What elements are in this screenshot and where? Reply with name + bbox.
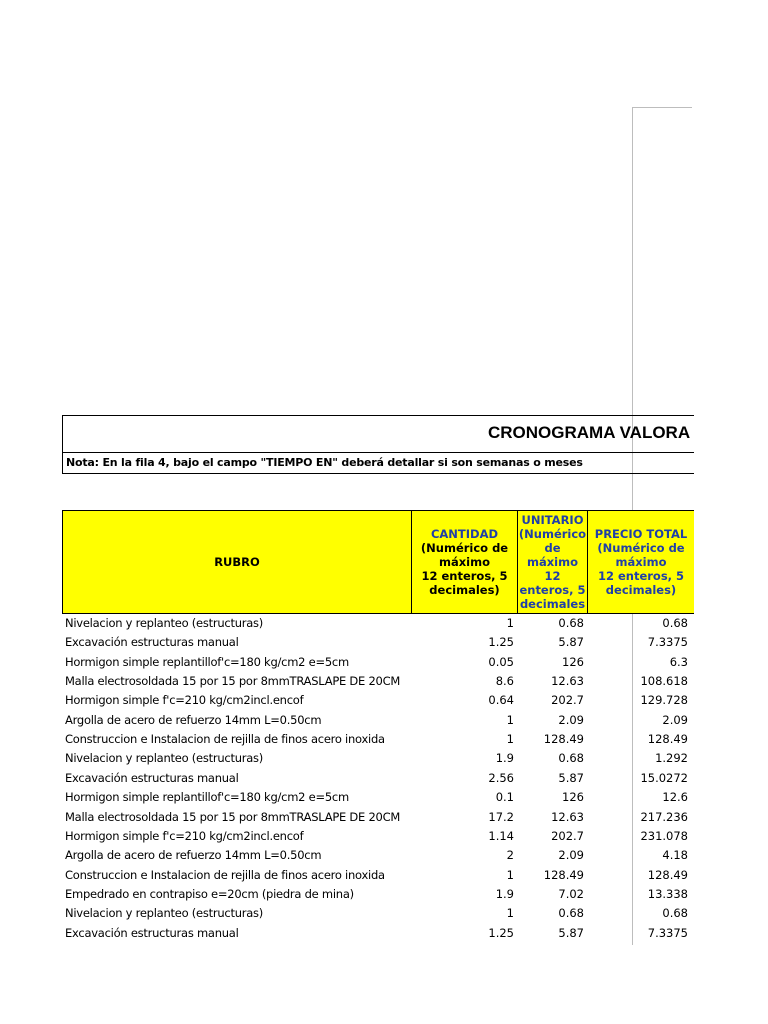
table-row[interactable] bbox=[62, 924, 694, 943]
table-row[interactable] bbox=[62, 788, 694, 807]
cantidad-cell[interactable]: 1.25 bbox=[488, 925, 514, 940]
header-total-label: PRECIO TOTAL bbox=[594, 527, 688, 541]
unitario-cell[interactable]: 7.02 bbox=[558, 886, 584, 901]
rubro-cell[interactable]: Nivelacion y replanteo (estructuras) bbox=[65, 616, 263, 630]
note-text: Nota: En la fila 4, bajo el campo "TIEMPO EN" deberá detallar si son semanas o meses bbox=[66, 456, 583, 469]
table-row[interactable] bbox=[62, 672, 694, 691]
unitario-cell[interactable]: 5.87 bbox=[558, 925, 584, 940]
pane-split-horizontal bbox=[632, 107, 692, 108]
unitario-cell[interactable]: 128.49 bbox=[543, 867, 584, 882]
unitario-cell[interactable]: 5.87 bbox=[558, 770, 584, 785]
rubro-cell[interactable]: Hormigon simple replantillof'c=180 kg/cm2 e=5cm bbox=[65, 790, 349, 805]
cantidad-cell[interactable]: 1 bbox=[506, 712, 514, 727]
total-cell[interactable]: 231.078 bbox=[640, 828, 688, 843]
cantidad-cell[interactable]: 1 bbox=[506, 616, 514, 630]
rubro-cell[interactable]: Hormigon simple f'c=210 kg/cm2incl.encof bbox=[65, 828, 304, 843]
table-row[interactable] bbox=[62, 808, 694, 827]
unitario-cell[interactable]: 12.63 bbox=[551, 674, 584, 689]
cantidad-cell[interactable]: 1.9 bbox=[495, 751, 514, 766]
table-row[interactable] bbox=[62, 866, 694, 885]
unitario-cell[interactable]: 126 bbox=[562, 654, 584, 669]
cantidad-cell[interactable]: 1.14 bbox=[488, 828, 514, 843]
table-row[interactable] bbox=[62, 633, 694, 652]
total-cell[interactable]: 7.3375 bbox=[647, 635, 688, 650]
rubro-cell[interactable]: Argolla de acero de refuerzo 14mm L=0.50cm bbox=[65, 848, 322, 863]
total-cell[interactable]: 128.49 bbox=[647, 867, 688, 882]
cantidad-cell[interactable]: 2 bbox=[506, 848, 514, 863]
rubro-cell[interactable]: Excavación estructuras manual bbox=[65, 770, 239, 785]
rubro-cell[interactable]: Hormigon simple replantillof'c=180 kg/cm2 e=5cm bbox=[65, 654, 349, 669]
unitario-cell[interactable]: 128.49 bbox=[543, 732, 584, 747]
unitario-cell[interactable]: 0.68 bbox=[558, 751, 584, 766]
header-cantidad-label: CANTIDAD bbox=[430, 527, 499, 541]
note-bar bbox=[62, 453, 694, 474]
rubro-cell[interactable]: Argolla de acero de refuerzo 14mm L=0.50cm bbox=[65, 712, 322, 727]
table-row[interactable] bbox=[62, 749, 694, 768]
page-title: CRONOGRAMA VALORA bbox=[488, 423, 691, 442]
total-cell[interactable]: 4.18 bbox=[662, 848, 688, 863]
table-row[interactable] bbox=[62, 691, 694, 710]
total-cell[interactable]: 2.09 bbox=[662, 712, 688, 727]
cantidad-cell[interactable]: 1 bbox=[506, 732, 514, 747]
rubro-cell[interactable]: Nivelacion y replanteo (estructuras) bbox=[65, 906, 263, 921]
total-cell[interactable]: 13.338 bbox=[647, 886, 688, 901]
table-row[interactable] bbox=[62, 711, 694, 730]
table-row[interactable] bbox=[62, 827, 694, 846]
total-cell[interactable]: 7.3375 bbox=[647, 925, 688, 940]
unitario-cell[interactable]: 126 bbox=[562, 790, 584, 805]
cantidad-cell[interactable]: 0.05 bbox=[488, 654, 514, 669]
cantidad-cell[interactable]: 2.56 bbox=[488, 770, 514, 785]
rubro-cell[interactable]: Hormigon simple f'c=210 kg/cm2incl.encof bbox=[65, 693, 304, 708]
total-cell[interactable]: 0.68 bbox=[662, 906, 688, 921]
cantidad-cell[interactable]: 1.9 bbox=[495, 886, 514, 901]
rubro-cell[interactable]: Empedrado en contrapiso e=20cm (piedra de mina) bbox=[65, 886, 354, 901]
unitario-cell[interactable]: 0.68 bbox=[558, 906, 584, 921]
table-row[interactable] bbox=[62, 846, 694, 865]
unitario-cell[interactable]: 2.09 bbox=[558, 712, 584, 727]
table-row[interactable] bbox=[62, 614, 694, 633]
cantidad-cell[interactable]: 0.64 bbox=[488, 693, 514, 708]
total-cell[interactable]: 108.618 bbox=[640, 674, 688, 689]
unitario-cell[interactable]: 202.7 bbox=[551, 828, 584, 843]
table-header bbox=[62, 510, 694, 614]
rubro-cell[interactable]: Construccion e Instalacion de rejilla de finos acero inoxida bbox=[65, 732, 385, 747]
total-cell[interactable]: 6.3 bbox=[669, 654, 688, 669]
total-cell[interactable]: 15.0272 bbox=[640, 770, 688, 785]
cantidad-cell[interactable]: 1 bbox=[506, 906, 514, 921]
unitario-cell[interactable]: 2.09 bbox=[558, 848, 584, 863]
cantidad-cell[interactable]: 0.1 bbox=[495, 790, 514, 805]
header-unitario[interactable]: UNITARIO (Numérico de máximo 12 enteros, 5 decimales bbox=[518, 513, 587, 611]
total-cell[interactable]: 12.6 bbox=[662, 790, 688, 805]
table-row[interactable] bbox=[62, 653, 694, 672]
total-cell[interactable]: 1.292 bbox=[655, 751, 688, 766]
header-rubro[interactable]: RUBRO bbox=[214, 555, 260, 569]
unitario-cell[interactable]: 5.87 bbox=[558, 635, 584, 650]
rubro-cell[interactable]: Excavación estructuras manual bbox=[65, 635, 239, 650]
header-cantidad-sub: (Numérico de máximo 12 enteros, 5 decimales) bbox=[420, 541, 509, 597]
header-total-sub: (Numérico de máximo 12 enteros, 5 decimales) bbox=[597, 541, 685, 597]
table-row[interactable] bbox=[62, 730, 694, 749]
rubro-cell[interactable]: Nivelacion y replanteo (estructuras) bbox=[65, 751, 263, 766]
rubro-cell[interactable]: Construccion e Instalacion de rejilla de finos acero inoxida bbox=[65, 867, 385, 882]
total-cell[interactable]: 217.236 bbox=[640, 809, 688, 824]
title-bar bbox=[62, 415, 694, 453]
rubro-cell[interactable]: Malla electrosoldada 15 por 15 por 8mmTRASLAPE DE 20CM bbox=[65, 674, 401, 689]
header-cantidad[interactable] bbox=[412, 511, 517, 613]
rubro-cell[interactable]: Malla electrosoldada 15 por 15 por 8mmTRASLAPE DE 20CM bbox=[65, 809, 401, 824]
total-cell[interactable]: 128.49 bbox=[647, 732, 688, 747]
rubro-cell[interactable]: Excavación estructuras manual bbox=[65, 925, 239, 940]
cantidad-cell[interactable]: 8.6 bbox=[495, 674, 514, 689]
table-row[interactable] bbox=[62, 769, 694, 788]
table-row[interactable] bbox=[62, 904, 694, 923]
table-row[interactable] bbox=[62, 885, 694, 904]
cantidad-cell[interactable]: 1.25 bbox=[488, 635, 514, 650]
unitario-cell[interactable]: 0.68 bbox=[558, 616, 584, 630]
unitario-cell[interactable]: 202.7 bbox=[551, 693, 584, 708]
unitario-cell[interactable]: 12.63 bbox=[551, 809, 584, 824]
cantidad-cell[interactable]: 17.2 bbox=[488, 809, 514, 824]
total-cell[interactable]: 0.68 bbox=[662, 616, 688, 630]
header-total[interactable] bbox=[588, 511, 694, 613]
total-cell[interactable]: 129.728 bbox=[640, 693, 688, 708]
cantidad-cell[interactable]: 1 bbox=[506, 867, 514, 882]
